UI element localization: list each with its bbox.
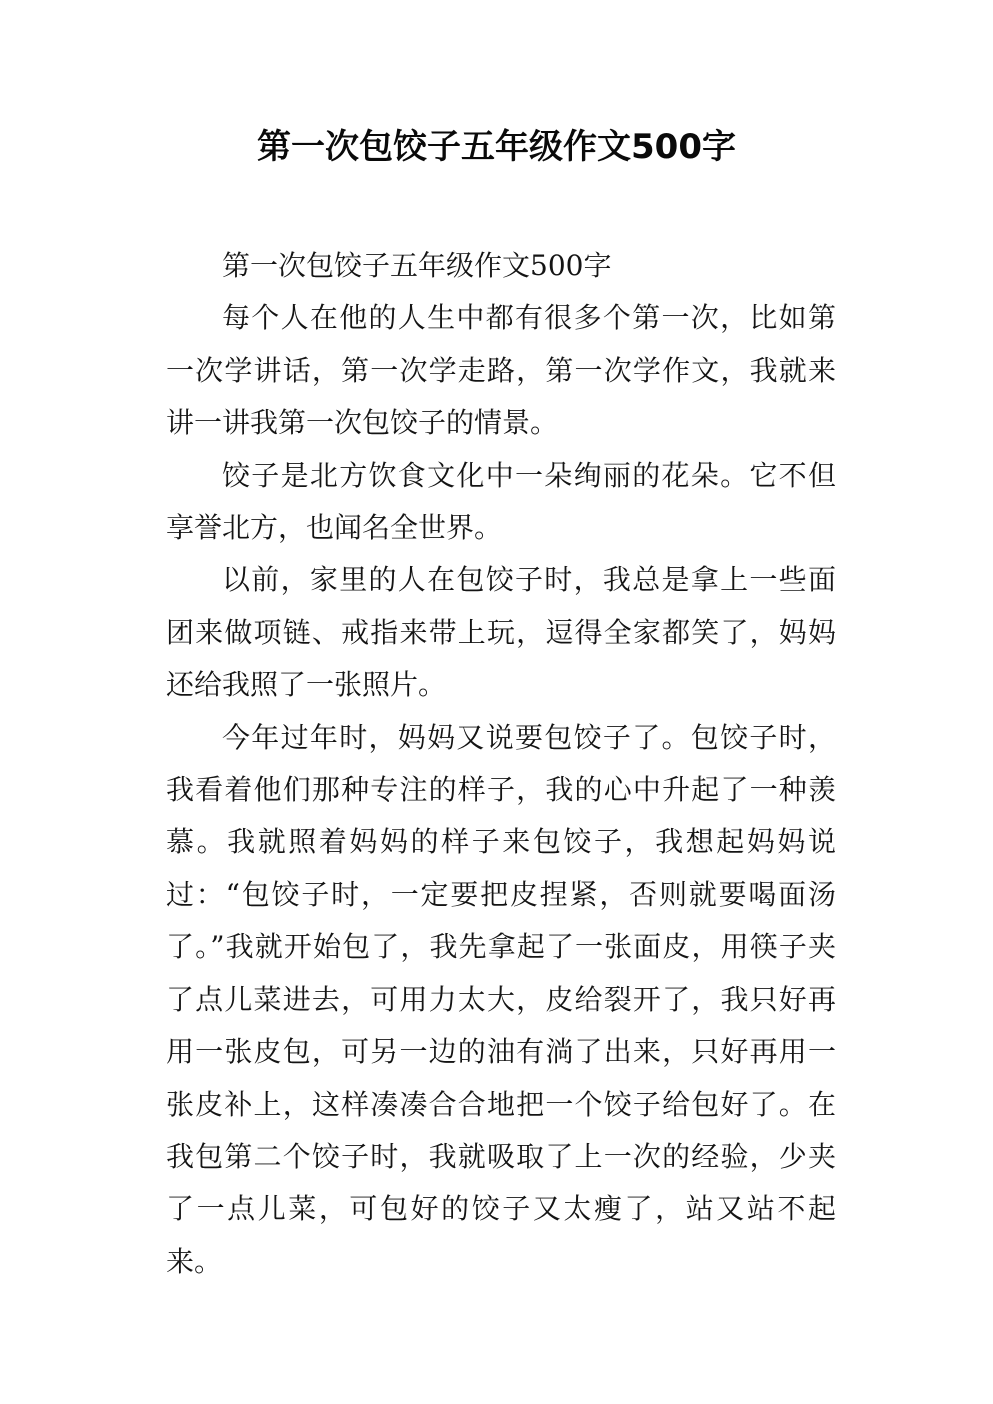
- paragraph-2: 饺子是北方饮食文化中一朵绚丽的花朵。它不但享誉北方，也闻名全世界。: [166, 458, 836, 545]
- paragraph-subtitle: 第一次包饺子五年级作文500字: [222, 249, 612, 282]
- document-title: 第一次包饺子五年级作文500字: [257, 127, 736, 167]
- paragraph-4: 今年过年时，妈妈又说要包饺子了。包饺子时，我看着他们那种专注的样子，我的心中升起了一种羡慕。我就照着妈妈的样子来包饺子，我想起妈妈说过：“包饺子时，一定要把皮捏紧，否则就要喝面汤了。”我就开始包了，我先拿起了一张面皮，用筷子夹了点儿菜进去，可用力太大，皮给裂开了，我只好再用一张皮包，可另一边的油有淌了出来，只好再用一张皮补上，这样凑凑合合地把一个饺子给包好了。在我包第二个饺子时，我就吸取了上一次的经验，少夹了一点儿菜，可包好的饺子又太瘦了，站又站不起来。: [166, 720, 836, 1278]
- paragraph-3: 以前，家里的人在包饺子时，我总是拿上一些面团来做项链、戒指来带上玩，逗得全家都笑了，妈妈还给我照了一张照片。: [166, 563, 836, 702]
- document-body: [166, 240, 836, 1288]
- paragraph-1: 每个人在他的人生中都有很多个第一次，比如第一次学讲话，第一次学走路，第一次学作文，我就来讲一讲我第一次包饺子的情景。: [166, 301, 836, 440]
